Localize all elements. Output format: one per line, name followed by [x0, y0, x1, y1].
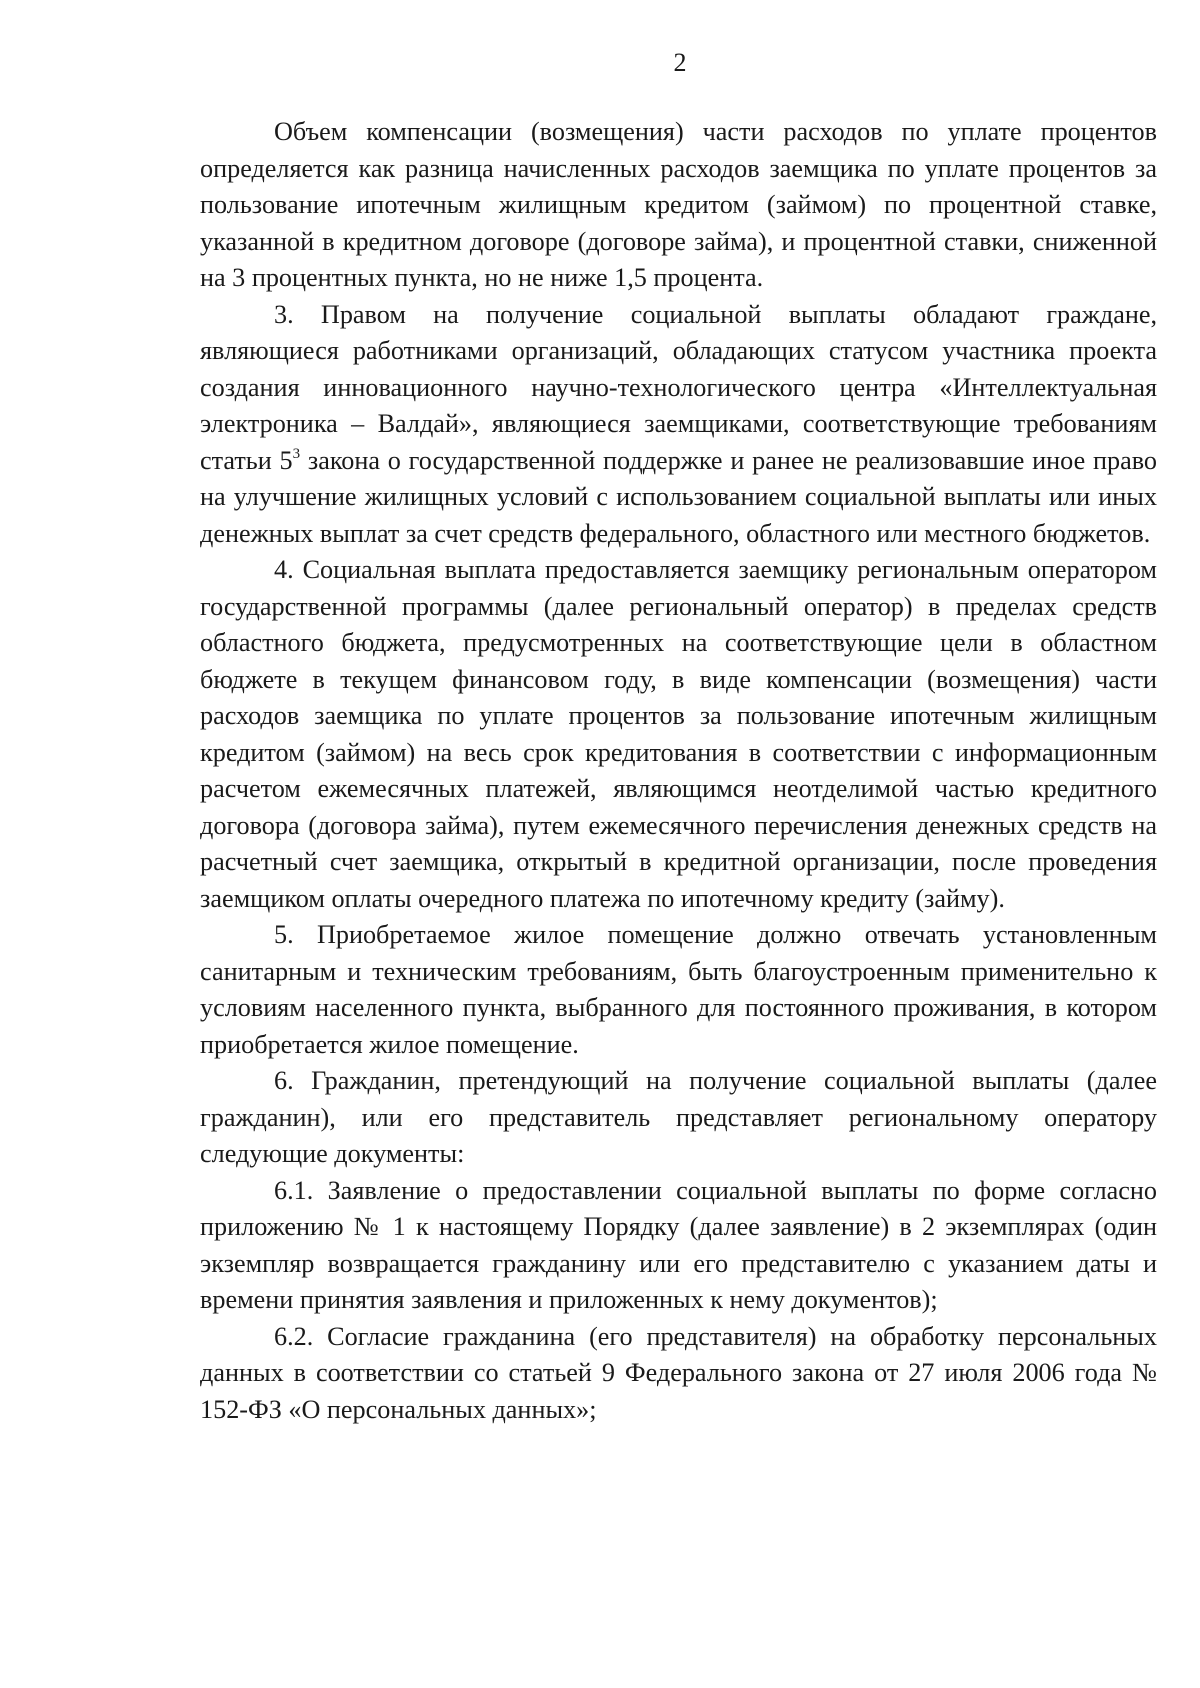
paragraph-6-1-application: 6.1. Заявление о предоставлении социальной выплаты по форме согласно приложению № 1 к настоящему Порядку (далее заявление) в 2 экземплярах (один экземпляр возвращается гражданину или его представителю с указанием даты и времени принятия заявления и приложенных к нему документов);: [200, 1175, 1157, 1314]
paragraph-3-text-before: 3. Правом на получение социальной выплаты обладают граждане, являющиеся работниками организаций, обладающих статусом участника проекта создания инновационного научно-технологического центра «Интеллектуальная электроника – Валдай», являющиеся заемщиками, соответствующие требованиям статьи 5: [200, 299, 1157, 475]
paragraph-5-housing-requirements: 5. Приобретаемое жилое помещение должно отвечать установленным санитарным и техническим требованиям, быть благоустроенным применительно к условиям населенного пункта, выбранного для постоянного проживания, в котором приобретается жилое помещение.: [200, 920, 1157, 1059]
document-body: [200, 114, 1157, 1428]
paragraph-3-text-after: закона о государственной поддержке и ранее не реализовавшие иное право на улучшение жилищных условий с использованием социальной выплаты или иных денежных выплат за счет средств федерального, областного или местного бюджетов.: [200, 445, 1157, 548]
page-number: 2: [673, 48, 687, 77]
paragraph-6-documents: 6. Гражданин, претендующий на получение социальной выплаты (далее гражданин), или его представитель представляет региональному оператору следующие документы:: [200, 1066, 1157, 1168]
article-superscript: 3: [292, 445, 301, 462]
paragraph-6-2-consent: 6.2. Согласие гражданина (его представителя) на обработку персональных данных в соответствии со статьей 9 Федерального закона от 27 июля 2006 года № 152-ФЗ «О персональных данных»;: [200, 1321, 1157, 1424]
paragraph-4-payment-provision: 4. Социальная выплата предоставляется заемщику региональным оператором государственной программы (далее региональный оператор) в пределах средств областного бюджета, предусмотренных на соответствующие цели в областном бюджете в текущем финансовом году, в виде компенсации (возмещения) части расходов заемщика по уплате процентов за пользование ипотечным жилищным кредитом (займом) на весь срок кредитования в соответствии с информационным расчетом ежемесячных платежей, являющимся неотделимой частью кредитного договора (договора займа), путем ежемесячного перечисления денежных средств на расчетный счет заемщика, открытый в кредитной организации, после проведения заемщиком оплаты очередного платежа по ипотечному кредиту (займу).: [200, 555, 1157, 913]
paragraph-3-eligibility: [200, 297, 1157, 553]
paragraph-compensation-volume: Объем компенсации (возмещения) части расходов по уплате процентов определяется как разница начисленных расходов заемщика по уплате процентов за пользование ипотечным жилищным кредитом (займом) по процентной ставке, указанной в кредитном договоре (договоре займа), и процентной ставки, сниженной на 3 процентных пункта, но не ниже 1,5 процента.: [200, 117, 1157, 292]
